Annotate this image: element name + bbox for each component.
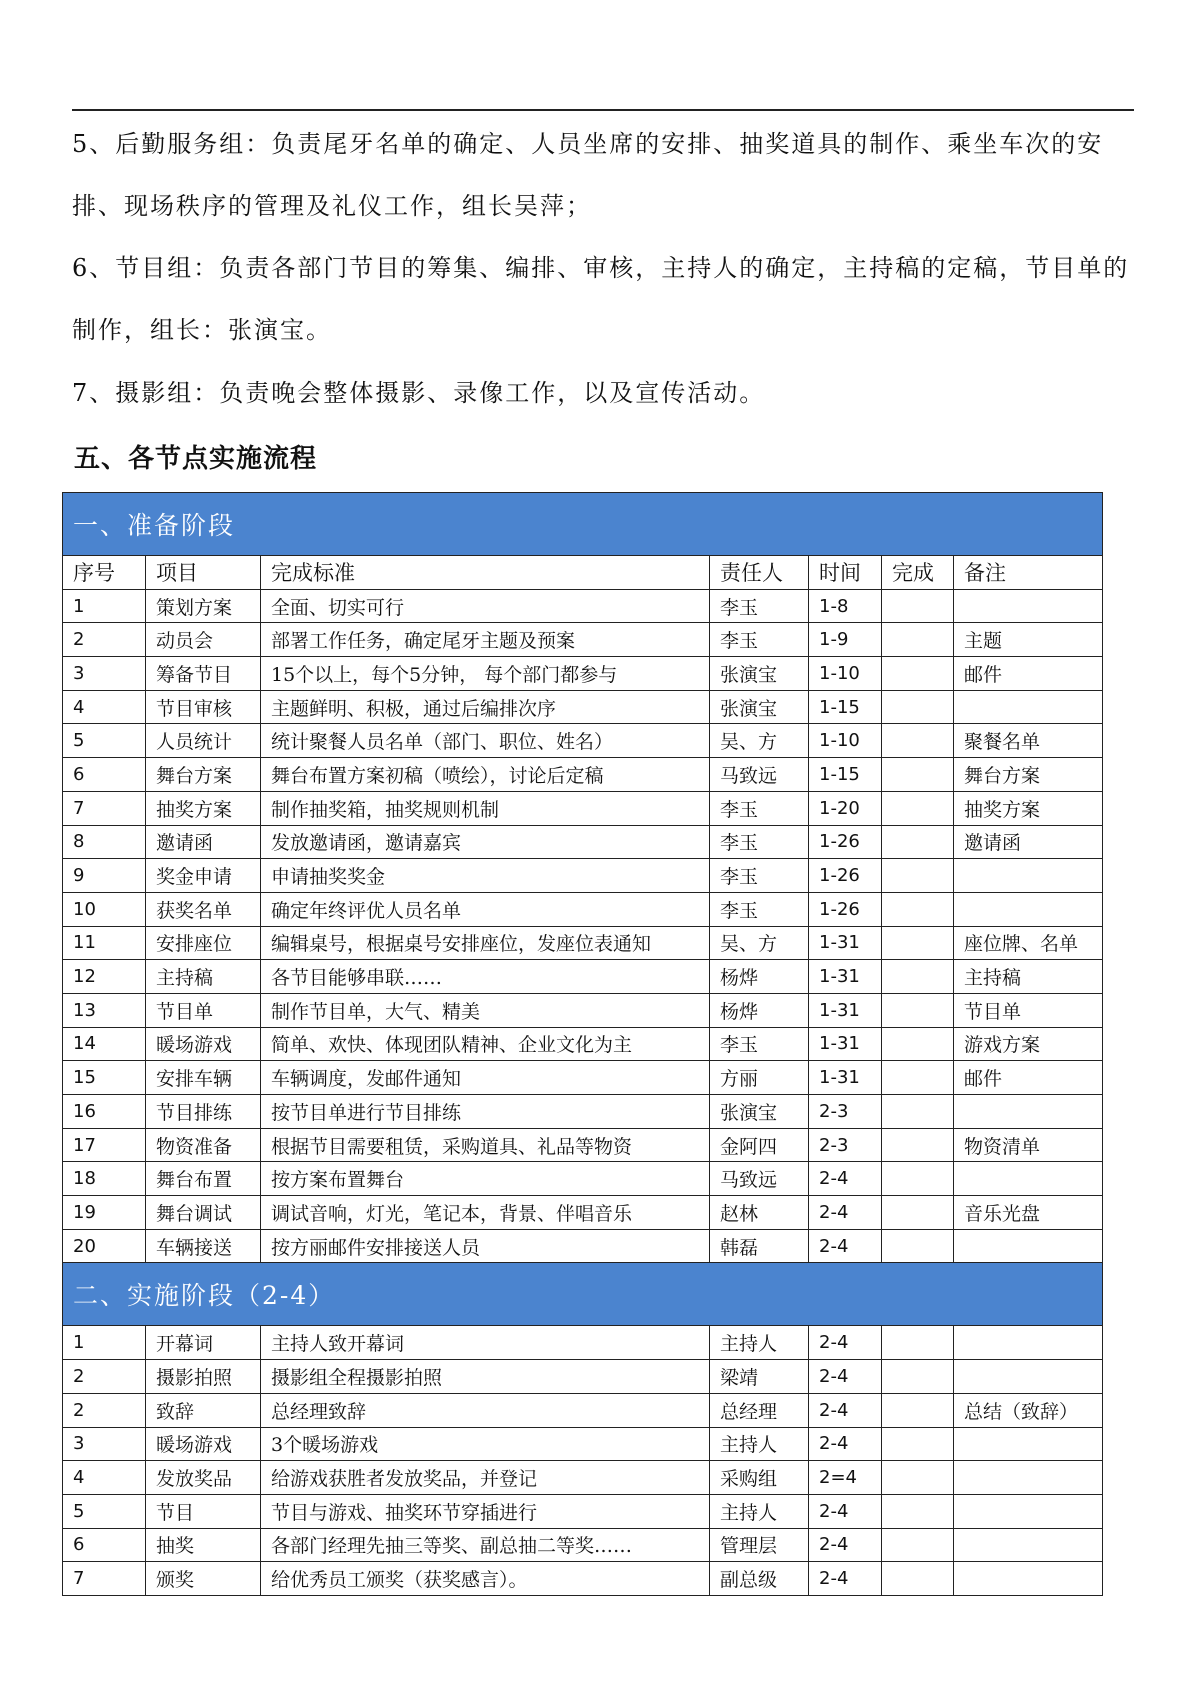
cell-done (882, 657, 954, 691)
cell-time: 2-4 (809, 1562, 882, 1596)
cell-done (882, 1326, 954, 1360)
cell-item: 发放奖品 (146, 1461, 261, 1495)
cell-row-number: 2 (63, 1393, 146, 1427)
cell-owner: 总经理 (710, 1393, 809, 1427)
cell-row-number: 7 (63, 791, 146, 825)
cell-criteria: 制作节目单，大气、精美 (261, 993, 710, 1027)
cell-item: 安排座位 (146, 926, 261, 960)
cell-item: 物资准备 (146, 1128, 261, 1162)
cell-done (882, 724, 954, 758)
column-header: 时间 (809, 556, 882, 590)
cell-done (882, 1128, 954, 1162)
cell-done (882, 993, 954, 1027)
column-header: 备注 (954, 556, 1103, 590)
cell-item: 节目 (146, 1494, 261, 1528)
cell-item: 邀请函 (146, 825, 261, 859)
cell-done (882, 1061, 954, 1095)
cell-criteria: 按方丽邮件安排接送人员 (261, 1229, 710, 1263)
cell-done (882, 1494, 954, 1528)
cell-time: 1-9 (809, 623, 882, 657)
cell-item: 动员会 (146, 623, 261, 657)
cell-remark: 聚餐名单 (954, 724, 1103, 758)
cell-time: 1-8 (809, 589, 882, 623)
cell-done (882, 758, 954, 792)
cell-owner: 主持人 (710, 1494, 809, 1528)
cell-owner: 李玉 (710, 589, 809, 623)
cell-done (882, 1360, 954, 1394)
cell-row-number: 14 (63, 1027, 146, 1061)
cell-row-number: 2 (63, 1360, 146, 1394)
cell-remark (954, 1461, 1103, 1495)
cell-owner: 李玉 (710, 892, 809, 926)
cell-time: 1-31 (809, 993, 882, 1027)
cell-done (882, 859, 954, 893)
cell-remark: 物资清单 (954, 1128, 1103, 1162)
cell-time: 1-26 (809, 892, 882, 926)
cell-row-number: 17 (63, 1128, 146, 1162)
cell-owner: 副总级 (710, 1562, 809, 1596)
table-row (63, 960, 1103, 994)
cell-item: 策划方案 (146, 589, 261, 623)
cell-done (882, 791, 954, 825)
table-row (63, 825, 1103, 859)
cell-done (882, 1027, 954, 1061)
cell-criteria: 摄影组全程摄影拍照 (261, 1360, 710, 1394)
cell-remark (954, 859, 1103, 893)
table-row (63, 859, 1103, 893)
cell-item: 主持稿 (146, 960, 261, 994)
cell-row-number: 3 (63, 657, 146, 691)
cell-item: 车辆接送 (146, 1229, 261, 1263)
cell-time: 1-26 (809, 859, 882, 893)
table-row (63, 1095, 1103, 1129)
cell-time: 1-31 (809, 960, 882, 994)
stage-title: 二、实施阶段（2-4） (63, 1263, 1103, 1326)
cell-remark: 座位牌、名单 (954, 926, 1103, 960)
cell-criteria: 编辑桌号，根据桌号安排座位，发座位表通知 (261, 926, 710, 960)
cell-owner: 赵林 (710, 1196, 809, 1230)
cell-row-number: 1 (63, 589, 146, 623)
cell-criteria: 确定年终评优人员名单 (261, 892, 710, 926)
table-row (63, 1128, 1103, 1162)
cell-remark (954, 1095, 1103, 1129)
table-row (63, 1162, 1103, 1196)
cell-owner: 张演宝 (710, 657, 809, 691)
cell-remark: 主题 (954, 623, 1103, 657)
cell-time: 1-20 (809, 791, 882, 825)
column-header: 序号 (63, 556, 146, 590)
cell-done (882, 1196, 954, 1230)
cell-remark (954, 690, 1103, 724)
cell-row-number: 3 (63, 1427, 146, 1461)
cell-done (882, 690, 954, 724)
top-rule (72, 109, 1134, 111)
cell-time: 2-4 (809, 1427, 882, 1461)
cell-remark (954, 1360, 1103, 1394)
cell-done (882, 1528, 954, 1562)
cell-remark (954, 1494, 1103, 1528)
paragraph-logistics-group: 5、后勤服务组：负责尾牙名单的确定、人员坐席的安排、抽奖道具的制作、乘坐车次的安排、现场秩序的管理及礼仪工作，组长吴萍； (72, 130, 1104, 220)
cell-row-number: 8 (63, 825, 146, 859)
column-header: 完成标准 (261, 556, 710, 590)
cell-row-number: 6 (63, 758, 146, 792)
cell-owner: 韩磊 (710, 1229, 809, 1263)
table-row (63, 724, 1103, 758)
cell-time: 1-15 (809, 758, 882, 792)
cell-criteria: 统计聚餐人员名单（部门、职位、姓名） (261, 724, 710, 758)
cell-time: 1-15 (809, 690, 882, 724)
cell-remark: 节目单 (954, 993, 1103, 1027)
cell-row-number: 10 (63, 892, 146, 926)
cell-owner: 马致远 (710, 1162, 809, 1196)
cell-owner: 杨烨 (710, 993, 809, 1027)
cell-criteria: 各部门经理先抽三等奖、副总抽二等奖…… (261, 1528, 710, 1562)
cell-remark (954, 1427, 1103, 1461)
cell-item: 致辞 (146, 1393, 261, 1427)
cell-owner: 李玉 (710, 791, 809, 825)
cell-done (882, 1427, 954, 1461)
cell-item: 节目审核 (146, 690, 261, 724)
cell-item: 节目单 (146, 993, 261, 1027)
cell-owner: 李玉 (710, 1027, 809, 1061)
cell-owner: 杨烨 (710, 960, 809, 994)
cell-owner: 吴、方 (710, 724, 809, 758)
cell-remark (954, 1528, 1103, 1562)
table-row (63, 926, 1103, 960)
cell-criteria: 15个以上，每个5分钟， 每个部门都参与 (261, 657, 710, 691)
section-heading: 五、各节点实施流程 (74, 444, 318, 474)
cell-done (882, 960, 954, 994)
cell-criteria: 制作抽奖箱，抽奖规则机制 (261, 791, 710, 825)
table-row (63, 892, 1103, 926)
cell-item: 舞台调试 (146, 1196, 261, 1230)
cell-owner: 金阿四 (710, 1128, 809, 1162)
cell-time: 2-4 (809, 1528, 882, 1562)
cell-row-number: 2 (63, 623, 146, 657)
table-row (63, 690, 1103, 724)
cell-item: 获奖名单 (146, 892, 261, 926)
table-row (63, 657, 1103, 691)
cell-done (882, 1461, 954, 1495)
cell-done (882, 589, 954, 623)
cell-owner: 张演宝 (710, 1095, 809, 1129)
cell-criteria: 根据节目需要租赁，采购道具、礼品等物资 (261, 1128, 710, 1162)
cell-criteria: 按节目单进行节目排练 (261, 1095, 710, 1129)
cell-owner: 李玉 (710, 825, 809, 859)
table-row (63, 1494, 1103, 1528)
cell-remark: 邀请函 (954, 825, 1103, 859)
cell-owner: 张演宝 (710, 690, 809, 724)
cell-item: 舞台布置 (146, 1162, 261, 1196)
cell-item: 抽奖方案 (146, 791, 261, 825)
cell-row-number: 20 (63, 1229, 146, 1263)
cell-item: 人员统计 (146, 724, 261, 758)
stage-header-row (63, 493, 1103, 556)
cell-item: 颁奖 (146, 1562, 261, 1596)
cell-criteria: 调试音响，灯光，笔记本，背景、伴唱音乐 (261, 1196, 710, 1230)
cell-owner: 李玉 (710, 859, 809, 893)
cell-time: 2=4 (809, 1461, 882, 1495)
cell-done (882, 892, 954, 926)
cell-owner: 采购组 (710, 1461, 809, 1495)
table-row (63, 589, 1103, 623)
cell-row-number: 4 (63, 690, 146, 724)
table-row (63, 1461, 1103, 1495)
stage-header-row (63, 1263, 1103, 1326)
cell-remark (954, 1162, 1103, 1196)
table-row (63, 1229, 1103, 1263)
cell-item: 摄影拍照 (146, 1360, 261, 1394)
cell-time: 1-10 (809, 657, 882, 691)
cell-time: 2-3 (809, 1128, 882, 1162)
cell-done (882, 1393, 954, 1427)
cell-owner: 主持人 (710, 1326, 809, 1360)
cell-item: 节目排练 (146, 1095, 261, 1129)
cell-time: 2-4 (809, 1393, 882, 1427)
cell-owner: 梁靖 (710, 1360, 809, 1394)
table-row (63, 1427, 1103, 1461)
implementation-flow-table (62, 492, 1103, 1596)
cell-criteria: 车辆调度，发邮件通知 (261, 1061, 710, 1095)
cell-time: 2-3 (809, 1095, 882, 1129)
cell-criteria: 给游戏获胜者发放奖品，并登记 (261, 1461, 710, 1495)
cell-criteria: 各节目能够串联…… (261, 960, 710, 994)
cell-row-number: 16 (63, 1095, 146, 1129)
cell-item: 暖场游戏 (146, 1427, 261, 1461)
cell-item: 开幕词 (146, 1326, 261, 1360)
cell-item: 奖金申请 (146, 859, 261, 893)
cell-remark: 音乐光盘 (954, 1196, 1103, 1230)
cell-remark: 邮件 (954, 657, 1103, 691)
cell-owner: 李玉 (710, 623, 809, 657)
table-row (63, 1393, 1103, 1427)
cell-item: 暖场游戏 (146, 1027, 261, 1061)
table-row (63, 791, 1103, 825)
table-row (63, 1196, 1103, 1230)
cell-row-number: 6 (63, 1528, 146, 1562)
cell-done (882, 1562, 954, 1596)
cell-remark: 舞台方案 (954, 758, 1103, 792)
cell-owner: 马致远 (710, 758, 809, 792)
table-row (63, 993, 1103, 1027)
cell-owner: 管理层 (710, 1528, 809, 1562)
cell-time: 1-26 (809, 825, 882, 859)
column-header: 完成 (882, 556, 954, 590)
cell-row-number: 7 (63, 1562, 146, 1596)
cell-criteria: 发放邀请函，邀请嘉宾 (261, 825, 710, 859)
cell-criteria: 给优秀员工颁奖（获奖感言）。 (261, 1562, 710, 1596)
column-header: 项目 (146, 556, 261, 590)
cell-time: 2-4 (809, 1196, 882, 1230)
cell-time: 2-4 (809, 1326, 882, 1360)
column-header: 责任人 (710, 556, 809, 590)
cell-criteria: 主题鲜明、积极，通过后编排次序 (261, 690, 710, 724)
cell-row-number: 1 (63, 1326, 146, 1360)
cell-item: 舞台方案 (146, 758, 261, 792)
cell-row-number: 18 (63, 1162, 146, 1196)
table-row (63, 758, 1103, 792)
table-row (63, 1528, 1103, 1562)
cell-criteria: 简单、欢快、体现团队精神、企业文化为主 (261, 1027, 710, 1061)
paragraph-photography-group: 7、摄影组：负责晚会整体摄影、录像工作，以及宣传活动。 (72, 379, 766, 407)
cell-time: 1-10 (809, 724, 882, 758)
cell-item: 抽奖 (146, 1528, 261, 1562)
cell-remark: 邮件 (954, 1061, 1103, 1095)
cell-done (882, 825, 954, 859)
cell-criteria: 申请抽奖奖金 (261, 859, 710, 893)
paragraph-program-group: 6、节目组：负责各部门节目的筹集、编排、审核，主持人的确定，主持稿的定稿，节目单的制作，组长：张演宝。 (72, 254, 1130, 344)
table-row (63, 623, 1103, 657)
cell-row-number: 11 (63, 926, 146, 960)
cell-time: 1-31 (809, 1027, 882, 1061)
cell-time: 1-31 (809, 1061, 882, 1095)
table-row (63, 1027, 1103, 1061)
cell-item: 安排车辆 (146, 1061, 261, 1095)
cell-criteria: 总经理致辞 (261, 1393, 710, 1427)
cell-row-number: 19 (63, 1196, 146, 1230)
cell-done (882, 623, 954, 657)
cell-time: 2-4 (809, 1494, 882, 1528)
cell-remark (954, 1229, 1103, 1263)
cell-remark (954, 589, 1103, 623)
cell-row-number: 13 (63, 993, 146, 1027)
cell-time: 2-4 (809, 1162, 882, 1196)
cell-owner: 吴、方 (710, 926, 809, 960)
cell-criteria: 主持人致开幕词 (261, 1326, 710, 1360)
cell-time: 1-31 (809, 926, 882, 960)
cell-criteria: 舞台布置方案初稿（喷绘），讨论后定稿 (261, 758, 710, 792)
cell-criteria: 节目与游戏、抽奖环节穿插进行 (261, 1494, 710, 1528)
cell-remark (954, 1562, 1103, 1596)
cell-remark: 抽奖方案 (954, 791, 1103, 825)
cell-time: 2-4 (809, 1360, 882, 1394)
cell-done (882, 1229, 954, 1263)
cell-row-number: 9 (63, 859, 146, 893)
cell-row-number: 5 (63, 724, 146, 758)
cell-item: 筹备节目 (146, 657, 261, 691)
table-row (63, 1061, 1103, 1095)
cell-remark: 游戏方案 (954, 1027, 1103, 1061)
cell-criteria: 部署工作任务，确定尾牙主题及预案 (261, 623, 710, 657)
column-header-row (63, 556, 1103, 590)
cell-done (882, 1095, 954, 1129)
cell-remark (954, 1326, 1103, 1360)
table-row (63, 1326, 1103, 1360)
cell-remark: 主持稿 (954, 960, 1103, 994)
table-row (63, 1562, 1103, 1596)
cell-owner: 主持人 (710, 1427, 809, 1461)
cell-criteria: 全面、切实可行 (261, 589, 710, 623)
cell-criteria: 按方案布置舞台 (261, 1162, 710, 1196)
cell-done (882, 926, 954, 960)
cell-row-number: 5 (63, 1494, 146, 1528)
cell-row-number: 15 (63, 1061, 146, 1095)
cell-done (882, 1162, 954, 1196)
cell-remark: 总结（致辞） (954, 1393, 1103, 1427)
table-row (63, 1360, 1103, 1394)
cell-criteria: 3个暖场游戏 (261, 1427, 710, 1461)
cell-row-number: 4 (63, 1461, 146, 1495)
cell-time: 2-4 (809, 1229, 882, 1263)
stage-title: 一、准备阶段 (63, 493, 1103, 556)
cell-remark (954, 892, 1103, 926)
cell-row-number: 12 (63, 960, 146, 994)
cell-owner: 方丽 (710, 1061, 809, 1095)
